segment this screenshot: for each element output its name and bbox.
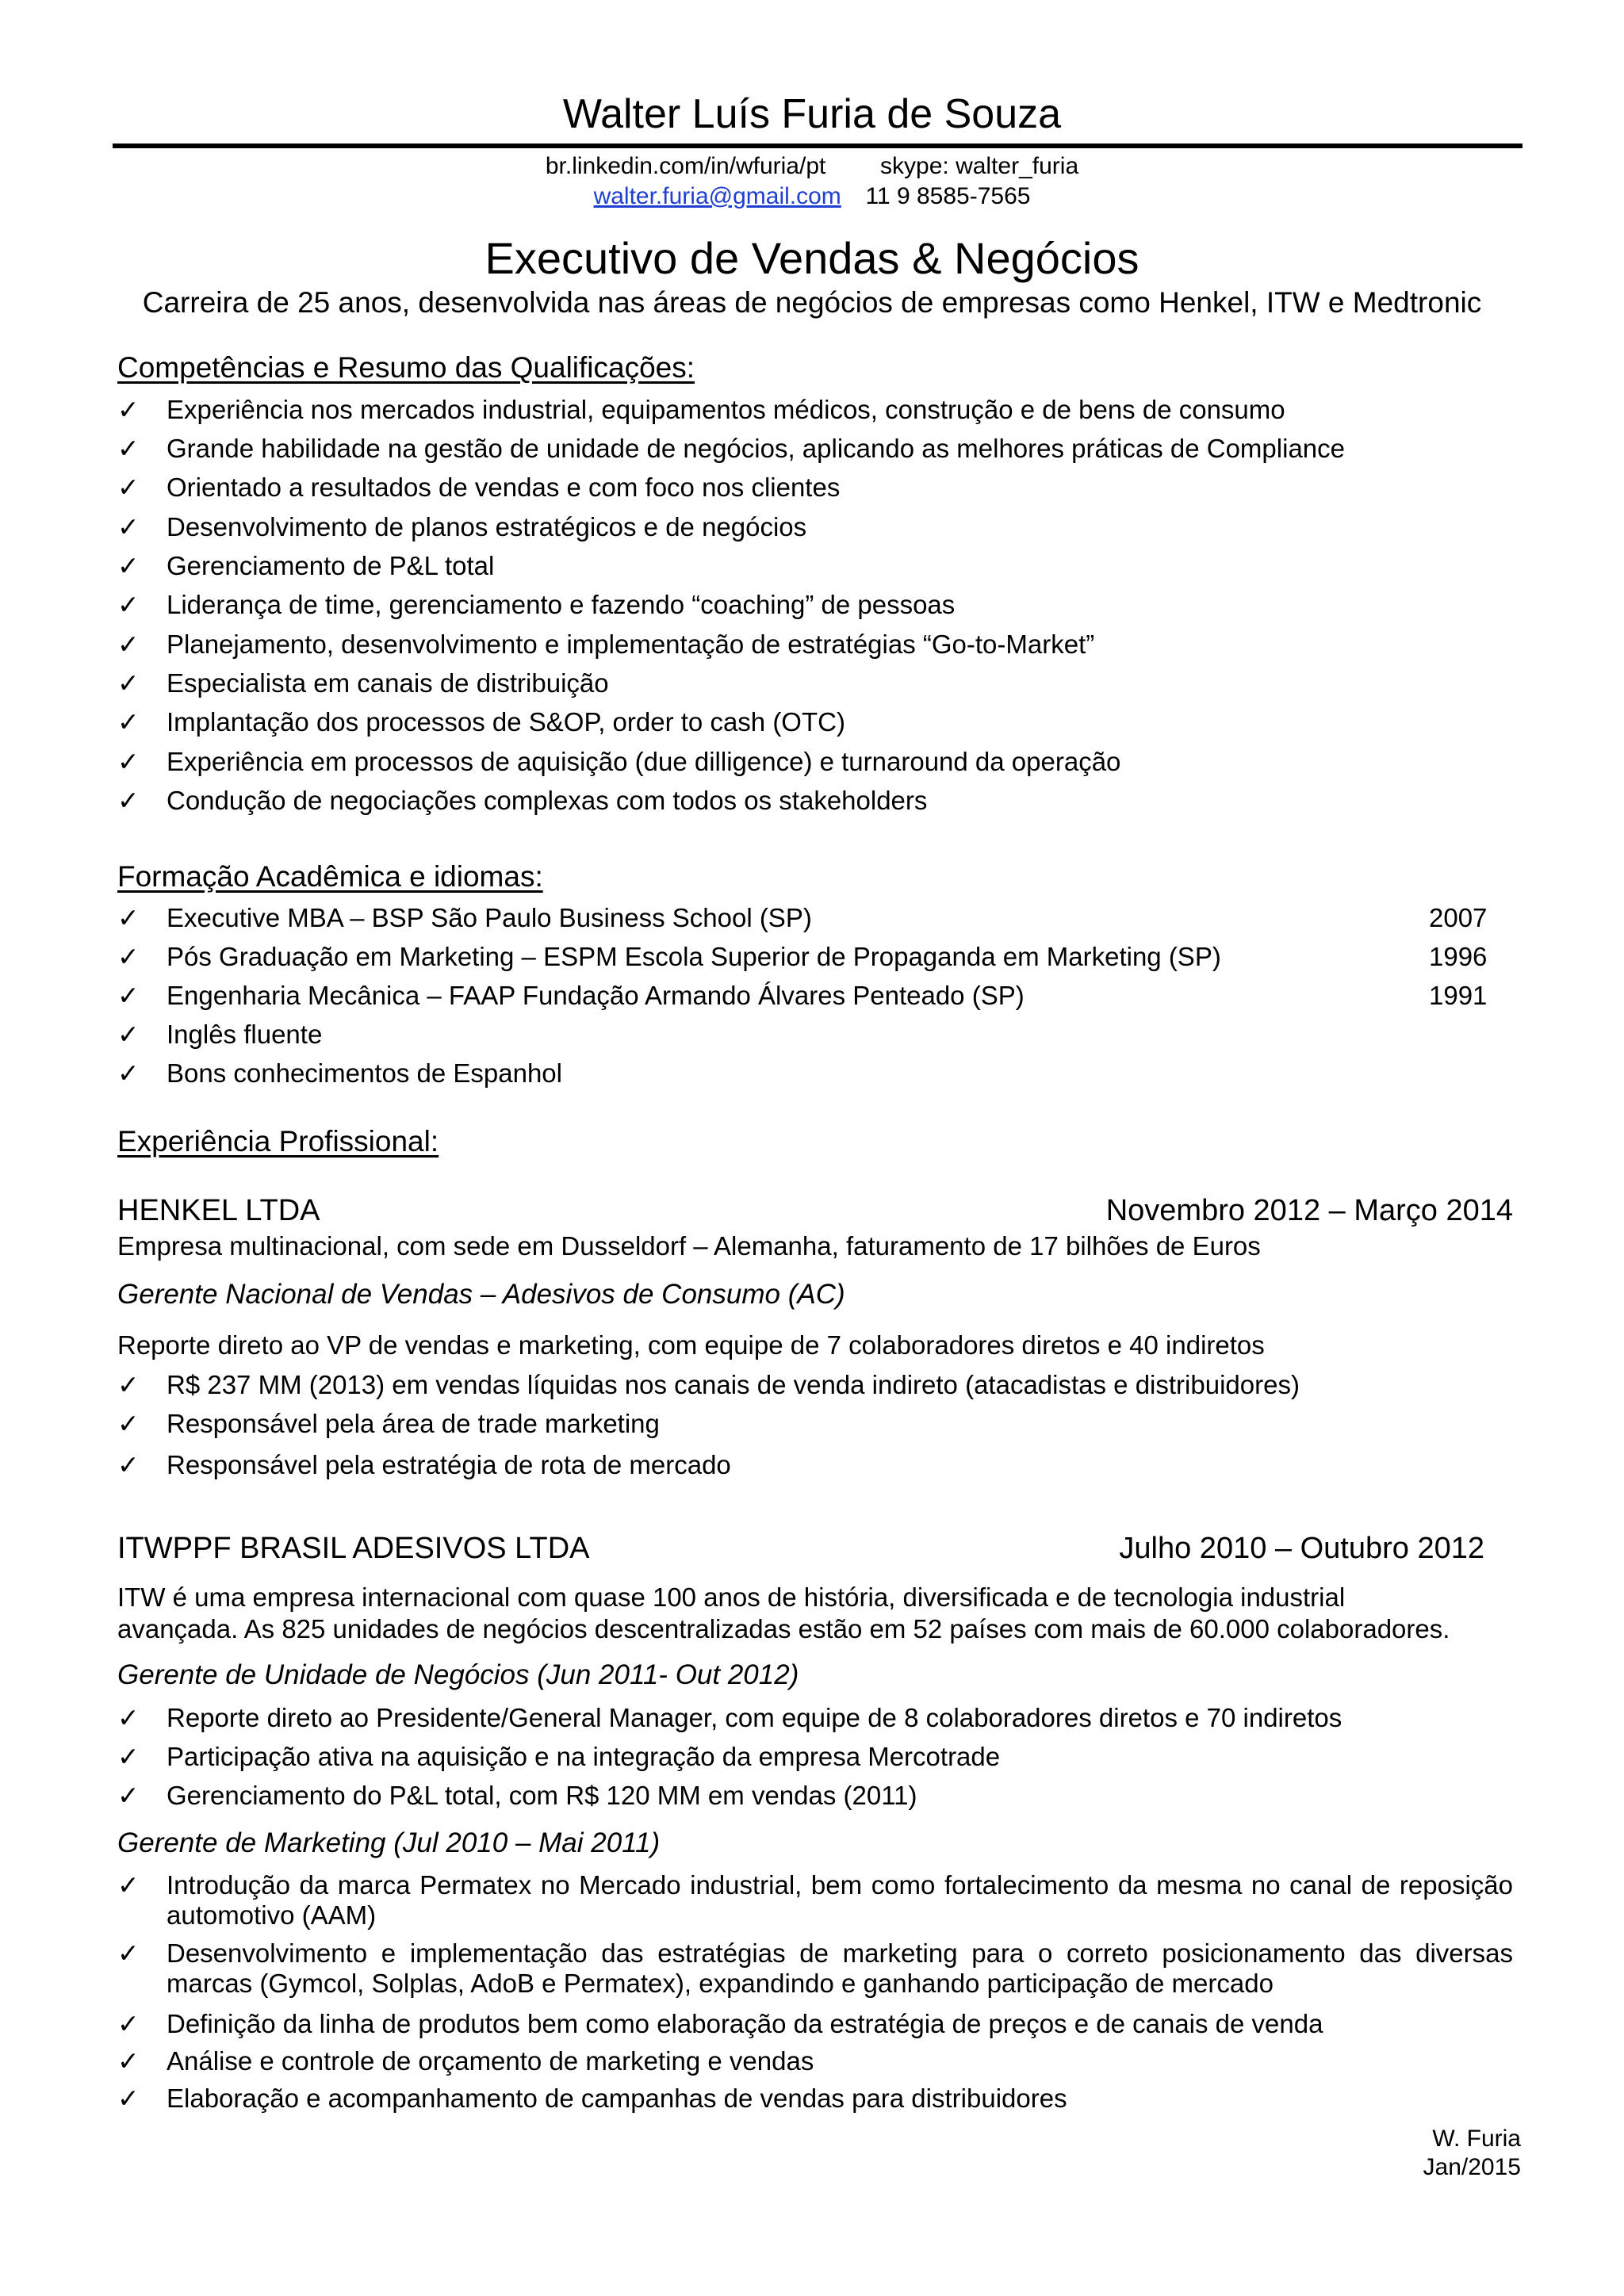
company-description-itw-line2: avançada. As 825 unidades de negócios descentralizadas estão em 52 países com mais de 60.000 colaboradores. xyxy=(117,1614,1450,1644)
email-link[interactable]: walter.furia@gmail.com xyxy=(593,183,841,209)
job-role-itw-marketing: Gerente de Marketing (Jul 2010 – Mai 2011) xyxy=(117,1827,661,1858)
list-item: ✓ Responsável pela estratégia de rota de mercado xyxy=(117,1447,731,1483)
list-item: ✓ Grande habilidade na gestão de unidade de negócios, aplicando as melhores práticas de Compliance xyxy=(117,430,1345,467)
list-item: ✓ Experiência em processos de aquisição (due dilligence) e turnaround da operação xyxy=(117,744,1120,780)
check-icon: ✓ xyxy=(117,1058,140,1088)
check-icon: ✓ xyxy=(117,1870,140,1900)
check-icon: ✓ xyxy=(117,551,140,580)
employment-period-itw: Julho 2010 – Outubro 2012 xyxy=(1119,1532,1484,1565)
skype-handle: skype: walter_furia xyxy=(880,153,1079,179)
list-item: ✓ Planejamento, desenvolvimento e implementação de estratégias “Go-to-Market” xyxy=(117,626,1094,663)
check-icon: ✓ xyxy=(117,1742,140,1771)
graduation-year: 2007 xyxy=(1429,903,1488,932)
resume-subtitle: Carreira de 25 anos, desenvolvida nas áreas de negócios de empresas como Henkel, ITW e Medtronic xyxy=(142,286,1482,319)
resume-title: Executivo de Vendas & Negócios xyxy=(485,233,1139,283)
graduation-year: 1991 xyxy=(1429,981,1488,1010)
report-line-henkel: Reporte direto ao VP de vendas e marketing, com equipe de 7 colaboradores diretos e 40 indiretos xyxy=(117,1330,1265,1360)
company-description-itw-line1: ITW é uma empresa internacional com quase 100 anos de história, diversificada e de tecnologia industrial xyxy=(117,1582,1346,1612)
company-description-henkel: Empresa multinacional, com sede em Dusseldorf – Alemanha, faturamento de 17 bilhões de Euros xyxy=(117,1231,1261,1261)
check-icon: ✓ xyxy=(117,473,140,502)
check-icon: ✓ xyxy=(117,942,140,971)
list-item: ✓ Liderança de time, gerenciamento e fazendo “coaching” de pessoas xyxy=(117,587,955,623)
section-heading-experiencia: Experiência Profissional: xyxy=(117,1125,439,1158)
list-item: ✓ Engenharia Mecânica – FAAP Fundação Armando Álvares Penteado (SP) xyxy=(117,978,1025,1014)
check-icon: ✓ xyxy=(117,1409,140,1438)
check-icon: ✓ xyxy=(117,1450,140,1479)
list-item: ✓ Condução de negociações complexas com todos os stakeholders xyxy=(117,783,927,819)
list-item: ✓ Responsável pela área de trade marketing xyxy=(117,1406,660,1442)
contact-line-2 xyxy=(0,181,1624,212)
phone-number: 11 9 8585-7565 xyxy=(865,183,1031,209)
check-icon: ✓ xyxy=(117,629,140,659)
list-item: ✓ Reporte direto ao Presidente/General Manager, com equipe de 8 colaboradores diretos e 70 indiretos xyxy=(117,1700,1342,1736)
check-icon: ✓ xyxy=(117,1938,140,1968)
check-icon: ✓ xyxy=(117,2084,140,2113)
list-item: ✓ Pós Graduação em Marketing – ESPM Escola Superior de Propaganda em Marketing (SP) xyxy=(117,939,1221,975)
list-item: ✓ Especialista em canais de distribuição xyxy=(117,665,609,702)
check-icon: ✓ xyxy=(117,512,140,541)
check-icon: ✓ xyxy=(117,707,140,737)
list-item: ✓ Bons conhecimentos de Espanhol xyxy=(117,1055,562,1092)
check-icon: ✓ xyxy=(117,668,140,698)
header-divider xyxy=(113,144,1522,148)
list-item: ✓ Gerenciamento de P&L total xyxy=(117,548,494,584)
list-item: ✓ Introdução da marca Permatex no Mercado industrial, bem como fortalecimento da mesma no canal de reposição automotivo (AAM) xyxy=(117,1870,1513,1930)
list-item: ✓ Implantação dos processos de S&OP, order to cash (OTC) xyxy=(117,704,845,740)
list-item: ✓ Elaboração e acompanhamento de campanhas de vendas para distribuidores xyxy=(117,2080,1067,2117)
linkedin-link[interactable]: br.linkedin.com/in/wfuria/pt xyxy=(545,153,826,179)
section-heading-formacao: Formação Acadêmica e idiomas: xyxy=(117,860,543,893)
job-role-henkel: Gerente Nacional de Vendas – Adesivos de Consumo (AC) xyxy=(117,1279,845,1310)
candidate-name: Walter Luís Furia de Souza xyxy=(562,91,1062,137)
check-icon: ✓ xyxy=(117,2046,140,2076)
company-name-itw: ITWPPF BRASIL ADESIVOS LTDA xyxy=(117,1532,590,1565)
check-icon: ✓ xyxy=(117,434,140,463)
company-name-henkel: HENKEL LTDA xyxy=(117,1194,320,1227)
check-icon: ✓ xyxy=(117,747,140,776)
contact-line-1 xyxy=(0,151,1624,182)
check-icon: ✓ xyxy=(117,590,140,619)
list-item: ✓ Definição da linha de produtos bem como elaboração da estratégia de preços e de canais de venda xyxy=(117,2006,1323,2042)
list-item: ✓ Desenvolvimento de planos estratégicos e de negócios xyxy=(117,509,806,545)
footer-date: Jan/2015 xyxy=(1423,2154,1521,2180)
check-icon: ✓ xyxy=(117,395,140,424)
footer-signature: W. Furia xyxy=(1432,2126,1521,2152)
list-item: ✓ Desenvolvimento e implementação das estratégias de marketing para o correto posicionamento das diversas marcas (Gymcol, Solplas, AdoB e Permatex), expandindo e ganhando participação de mercado xyxy=(117,1938,1513,1998)
section-heading-competencias: Competências e Resumo das Qualificações: xyxy=(117,351,695,384)
list-item: ✓ R$ 237 MM (2013) em vendas líquidas nos canais de venda indireto (atacadistas e distribuidores) xyxy=(117,1367,1300,1403)
check-icon: ✓ xyxy=(117,903,140,932)
job-role-itw-business-unit: Gerente de Unidade de Negócios (Jun 2011- Out 2012) xyxy=(117,1659,799,1690)
list-item: ✓ Orientado a resultados de vendas e com foco nos clientes xyxy=(117,469,840,506)
list-item: ✓ Gerenciamento do P&L total, com R$ 120 MM em vendas (2011) xyxy=(117,1777,917,1814)
check-icon: ✓ xyxy=(117,2009,140,2038)
list-item: ✓ Experiência nos mercados industrial, equipamentos médicos, construção e de bens de consumo xyxy=(117,392,1285,428)
check-icon: ✓ xyxy=(117,1370,140,1399)
graduation-year: 1996 xyxy=(1429,942,1488,971)
check-icon: ✓ xyxy=(117,786,140,815)
check-icon: ✓ xyxy=(117,1020,140,1049)
employment-period-henkel: Novembro 2012 – Março 2014 xyxy=(1105,1194,1513,1227)
list-item: ✓ Executive MBA – BSP São Paulo Business School (SP) xyxy=(117,900,812,936)
check-icon: ✓ xyxy=(117,981,140,1010)
list-item: ✓ Participação ativa na aquisição e na integração da empresa Mercotrade xyxy=(117,1739,1000,1775)
list-item: ✓ Análise e controle de orçamento de marketing e vendas xyxy=(117,2043,814,2080)
check-icon: ✓ xyxy=(117,1781,140,1810)
list-item: ✓ Inglês fluente xyxy=(117,1016,322,1053)
check-icon: ✓ xyxy=(117,1703,140,1732)
